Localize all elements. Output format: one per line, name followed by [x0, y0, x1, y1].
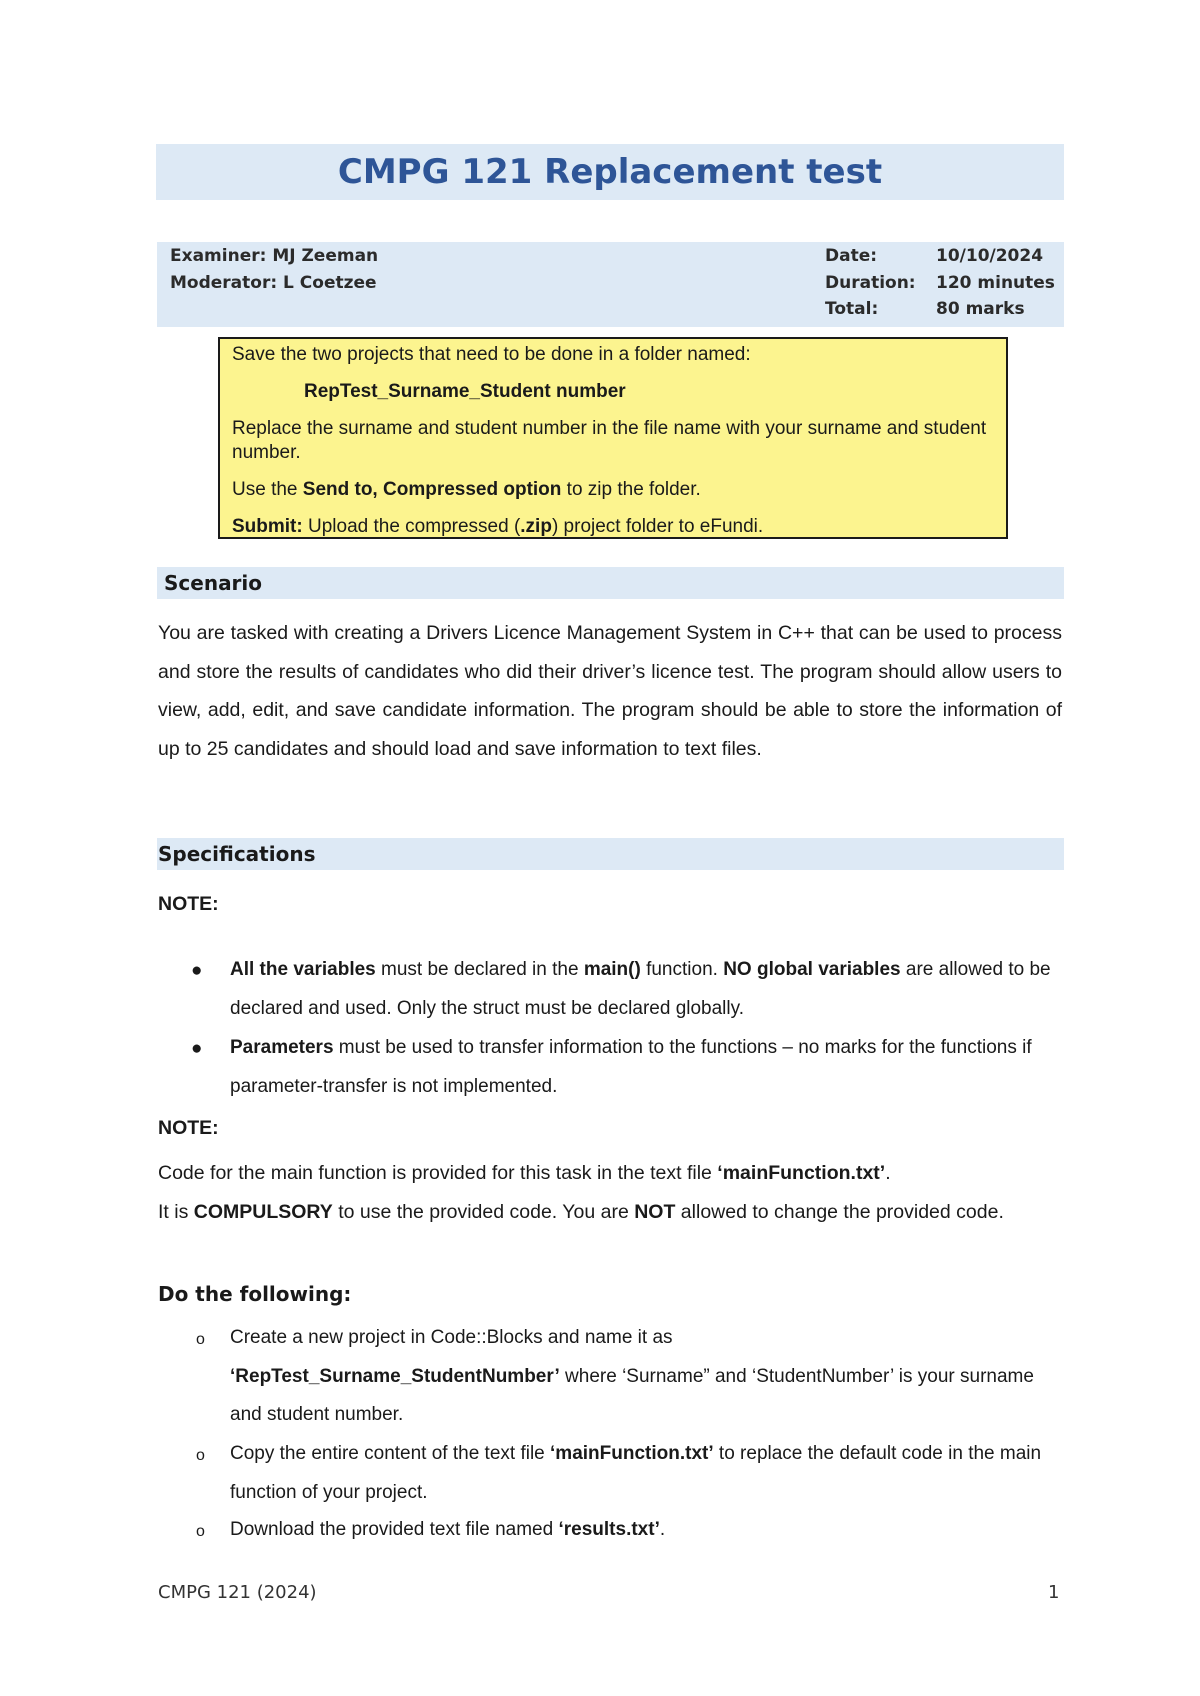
do-following-heading: Do the following:	[158, 1282, 352, 1306]
total-value: 80 marks	[936, 299, 1025, 319]
circle-bullet-3: o	[196, 1523, 205, 1540]
instruction-line-4: Use the Send to, Compressed option to zip the folder.	[232, 479, 701, 500]
bullet-dot-1: ●	[191, 960, 203, 981]
step-create-project: Create a new project in Code::Blocks and name it as ‘RepTest_Surname_StudentNumber’ where ‘Surname” and ‘StudentNumber’ is your surname and student number.	[230, 1327, 1034, 1425]
compulsory-note: It is COMPULSORY to use the provided code. You are NOT allowed to change the provided code.	[158, 1201, 1004, 1223]
instruction-line-1: Save the two projects that need to be done in a folder named:	[232, 344, 751, 365]
moderator-label: Moderator: L Coetzee	[170, 273, 377, 293]
examiner-label: Examiner: MJ Zeeman	[170, 246, 379, 266]
document-title: CMPG 121 Replacement test	[337, 152, 883, 192]
scenario-text: You are tasked with creating a Drivers Licence Management System in C++ that can be used to process and store the results of candidates who did their driver’s licence test. The program should allow users to view, add, edit, and save candidate information. The program should be able to store the information of up to 25 candidates and should load and save information to text files.	[158, 622, 1062, 760]
date-value: 10/10/2024	[936, 246, 1044, 266]
bullet-dot-2: ●	[191, 1038, 203, 1059]
specifications-heading: Specifications	[157, 838, 1064, 870]
folder-name: RepTest_Surname_Student number	[304, 381, 626, 402]
submission-instructions-box	[218, 337, 1008, 539]
note-heading-2: NOTE:	[158, 1117, 219, 1139]
title-band	[156, 144, 1064, 200]
footer-course: CMPG 121 (2024)	[158, 1582, 317, 1603]
bullet-variables: All the variables must be declared in the main() function. NO global variables are allowed to be declared and used. Only the struct must be declared globally.	[230, 959, 1051, 1019]
note-heading-1: NOTE:	[158, 893, 219, 915]
date-label: Date:	[825, 246, 878, 266]
bullet-parameters: Parameters must be used to transfer information to the functions – no marks for the functions if parameter-transfer is not implemented.	[230, 1037, 1032, 1097]
footer-page-number: 1	[1048, 1582, 1060, 1603]
main-function-note: Code for the main function is provided for this task in the text file ‘mainFunction.txt’.	[158, 1162, 891, 1184]
step-copy-content: Copy the entire content of the text file ‘mainFunction.txt’ to replace the default code in the main function of your project.	[230, 1443, 1042, 1503]
step-download-file: Download the provided text file named ‘results.txt’.	[230, 1519, 666, 1540]
scenario-heading: Scenario	[157, 567, 1064, 599]
circle-bullet-2: o	[196, 1447, 205, 1464]
duration-value: 120 minutes	[936, 273, 1055, 293]
instruction-line-5: Submit: Upload the compressed (.zip) project folder to eFundi.	[232, 516, 764, 537]
instruction-line-3: Replace the surname and student number in the file name with your surname and student number.	[232, 418, 987, 463]
duration-label: Duration:	[825, 273, 916, 293]
total-label: Total:	[825, 299, 879, 319]
exam-info-band	[157, 242, 1064, 327]
circle-bullet-1: o	[196, 1331, 205, 1348]
